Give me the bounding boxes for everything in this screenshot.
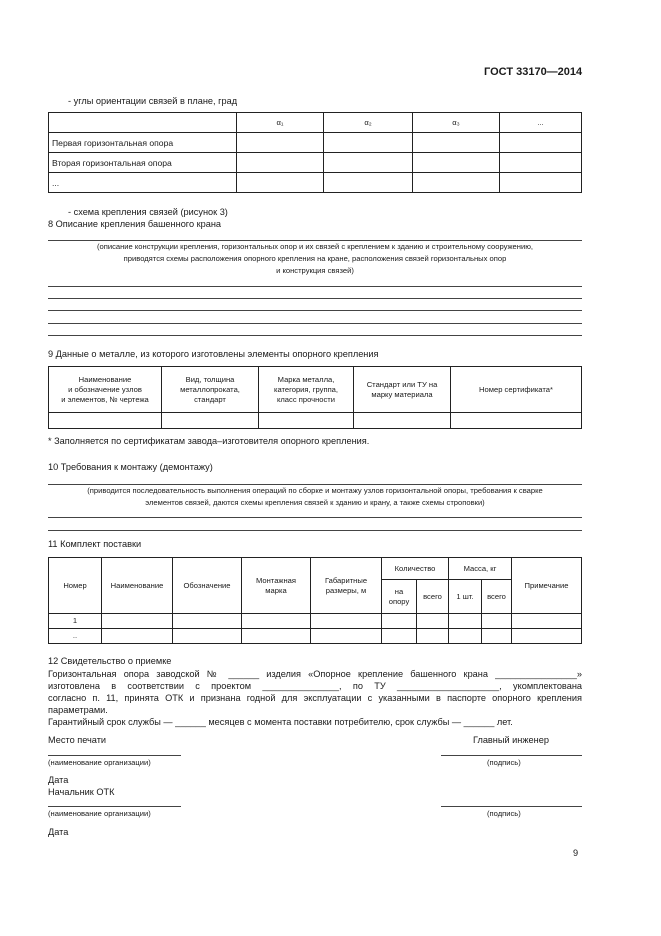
table-cell: [449, 629, 482, 644]
fill-line: [48, 310, 582, 311]
delivery-col-header: Обозначение: [173, 558, 242, 614]
metal-table: [48, 366, 582, 429]
table-cell: [102, 614, 173, 629]
delivery-col-header: [311, 558, 382, 614]
header-line: опору: [388, 596, 410, 606]
header-line: класс прочности: [276, 394, 336, 404]
delivery-subheader: 1 шт.: [449, 580, 482, 614]
certificate-line: Гарантийный срок службы — ______ месяцев с момента поставки потребителю, срок службы — ______ лет.: [48, 717, 513, 727]
delivery-col-header: Примечание: [512, 558, 582, 614]
header-line: Монтажная: [255, 575, 297, 585]
header-line: Марка металла,: [277, 374, 335, 384]
metal-col-header: [259, 367, 354, 413]
table-cell: [237, 153, 324, 173]
table-cell: [102, 629, 173, 644]
signature-line: [48, 806, 181, 807]
table-cell: [324, 133, 413, 153]
section-10-note: (приводится последовательность выполнения операций по сборке и монтажу узлов горизонтальной опоры, требования к сварке: [87, 486, 543, 495]
table-cell: [162, 413, 259, 429]
table-cell: [512, 614, 582, 629]
table-cell: [413, 133, 500, 153]
table-cell: [311, 629, 382, 644]
date-label: Дата: [48, 775, 69, 785]
delivery-col-header: Номер: [49, 558, 102, 614]
delivery-table: [48, 557, 582, 644]
angles-col-header: α₂: [324, 113, 413, 133]
table-cell: [482, 614, 512, 629]
header-line: Наименование: [78, 374, 132, 384]
section-8-note: (описание конструкции крепления, горизонтальных опор и их связей с креплением к зданию и строительному сооружению,: [96, 242, 534, 251]
table-cell: [512, 629, 582, 644]
section-10-title: 10 Требования к монтажу (демонтажу): [48, 462, 213, 472]
delivery-col-header: [242, 558, 311, 614]
signature-line: [441, 806, 582, 807]
metal-col-header: [451, 367, 582, 413]
table-cell: [354, 413, 451, 429]
certificate-line: параметрами.: [48, 705, 108, 715]
signature-caption: (подпись): [487, 809, 521, 818]
delivery-row-number: 1: [49, 614, 102, 629]
angles-col-header: ...: [500, 113, 582, 133]
angles-col-header: α₃: [413, 113, 500, 133]
metal-col-header: [354, 367, 451, 413]
fill-line: [48, 323, 582, 324]
table-cell: [451, 413, 582, 429]
header-line: на: [394, 586, 404, 596]
table-cell: [449, 614, 482, 629]
certificate-line: изготовлена в соответствии с проектом _______________, по ТУ ____________________, укомплектована: [48, 681, 582, 691]
fill-line: [48, 517, 582, 518]
table-cell: [173, 614, 242, 629]
table-cell: [500, 153, 582, 173]
angles-corner-cell: [49, 113, 237, 133]
fill-line: [48, 335, 582, 336]
angles-table: [48, 112, 582, 193]
table-cell: [311, 614, 382, 629]
section-9-title: 9 Данные о металле, из которого изготовлены элементы опорного крепления: [48, 349, 379, 359]
certificate-line: Горизонтальная опора заводской № ______ изделия «Опорное крепление башенного крана ________________»: [48, 669, 582, 679]
delivery-row-number: ..: [49, 629, 102, 644]
header-line: размеры, м: [325, 585, 367, 595]
table-cell: [500, 173, 582, 193]
header-line: Габаритные: [324, 575, 368, 585]
delivery-subheader: всего: [482, 580, 512, 614]
header-line: металлопроката,: [180, 384, 240, 394]
table-cell: [242, 629, 311, 644]
delivery-subheader: [382, 580, 417, 614]
signature-line: [441, 755, 582, 756]
table-cell: [259, 413, 354, 429]
section-11-title: 11 Комплект поставки: [48, 539, 142, 549]
fill-line: [48, 484, 582, 485]
org-caption: (наименование организации): [48, 809, 151, 818]
table-cell: [382, 629, 417, 644]
header-line: Номер сертификата*: [479, 384, 553, 394]
section-8-note: и конструкция связей): [276, 266, 354, 275]
table-cell: [173, 629, 242, 644]
delivery-col-header: Масса, кг: [449, 558, 512, 580]
footnote: * Заполняется по сертификатам завода–изготовителя опорного крепления.: [48, 436, 370, 446]
header-line: марку материала: [371, 389, 433, 399]
angles-intro: - углы ориентации связей в плане, град: [68, 96, 238, 106]
fill-line: [48, 530, 582, 531]
angles-row-label: Вторая горизонтальная опора: [49, 153, 237, 173]
section-8-note: приводятся схемы расположения опорного крепления на кране, расположения связей горизонтальных опор: [123, 254, 507, 263]
angles-row-label: ...: [49, 173, 237, 193]
section-8-title: 8 Описание крепления башенного крана: [48, 219, 222, 229]
section-10-note: элементов связей, даются схемы крепления связей к зданию и крану, а также схемы строповки): [145, 498, 485, 507]
fill-line: [48, 286, 582, 287]
header-line: и обозначение узлов: [68, 384, 142, 394]
table-cell: [237, 173, 324, 193]
table-cell: [417, 629, 449, 644]
angles-col-header: α₁: [237, 113, 324, 133]
signature-caption: (подпись): [487, 758, 521, 767]
section-12-title: 12 Свидетельство о приемке: [48, 656, 172, 666]
fill-line: [48, 240, 582, 241]
metal-col-header: [49, 367, 162, 413]
table-cell: [237, 133, 324, 153]
org-caption: (наименование организации): [48, 758, 151, 767]
signature-line: [48, 755, 181, 756]
table-cell: [482, 629, 512, 644]
table-cell: [49, 413, 162, 429]
table-cell: [417, 614, 449, 629]
table-cell: [324, 173, 413, 193]
delivery-subheader: всего: [417, 580, 449, 614]
table-cell: [413, 153, 500, 173]
header-line: Стандарт или ТУ на: [366, 379, 438, 389]
table-cell: [324, 153, 413, 173]
angles-row-label: Первая горизонтальная опора: [49, 133, 237, 153]
delivery-col-header: Количество: [382, 558, 449, 580]
header-line: стандарт: [194, 394, 226, 404]
standard-number: ГОСТ 33170—2014: [484, 66, 583, 78]
seal-label: Место печати: [48, 735, 107, 745]
header-line: и элементов, № чертежа: [61, 394, 149, 404]
table-cell: [413, 173, 500, 193]
certificate-line: согласно п. 11, принята ОТК и признана годной для эксплуатации с указанными в паспорте опорного крепления: [48, 693, 582, 703]
otk-head-label: Начальник ОТК: [48, 787, 115, 797]
scheme-item: - схема крепления связей (рисунок 3): [68, 207, 228, 217]
chief-engineer-label: Главный инженер: [473, 735, 549, 745]
table-cell: [500, 133, 582, 153]
metal-col-header: [162, 367, 259, 413]
fill-line: [48, 298, 582, 299]
page-number: 9: [573, 848, 579, 858]
delivery-col-header: Наименование: [102, 558, 173, 614]
date-label: Дата: [48, 827, 69, 837]
header-line: Вид, толщина: [185, 374, 235, 384]
header-line: марка: [265, 585, 287, 595]
table-cell: [382, 614, 417, 629]
header-line: категория, группа,: [273, 384, 339, 394]
table-cell: [242, 614, 311, 629]
